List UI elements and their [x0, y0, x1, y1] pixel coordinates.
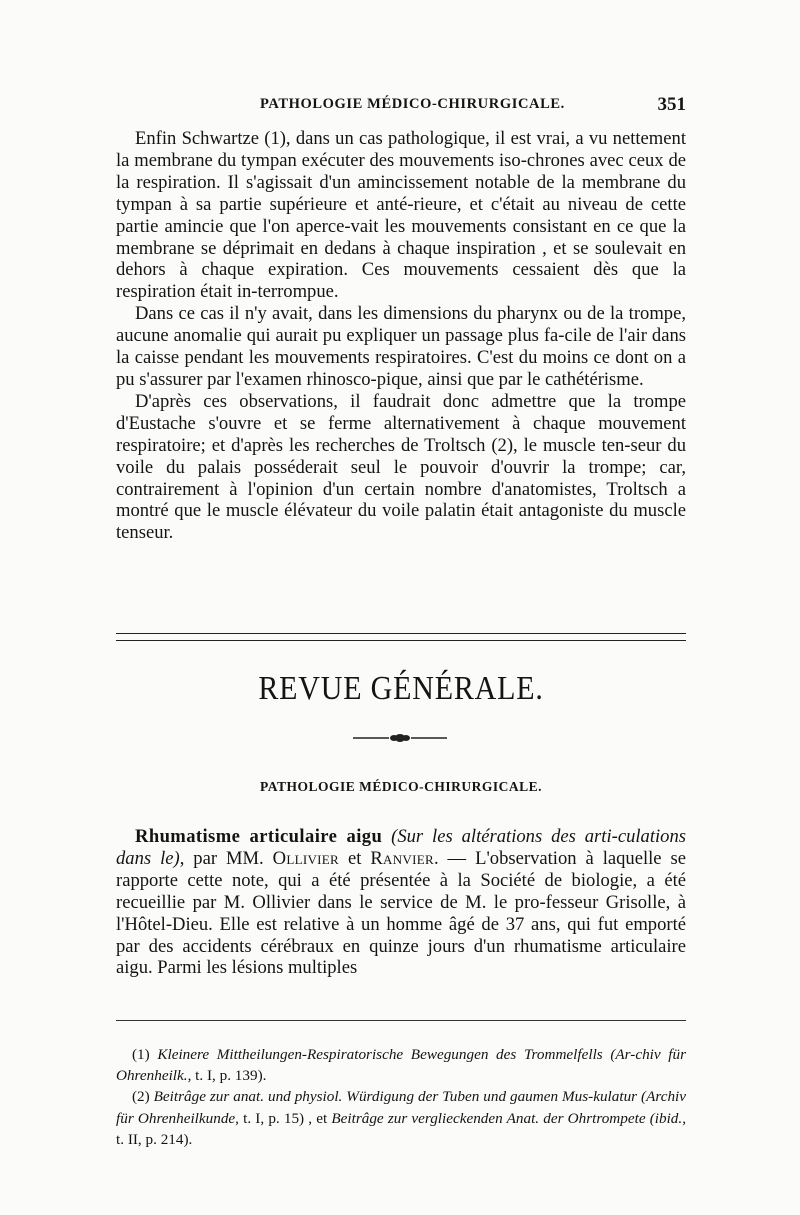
footnote-2-ref-2: , t. II, p. 214). — [116, 1109, 686, 1148]
paragraph-troltsch: D'après ces observations, il faudrait donc admettre que la trompe d'Eustache s'ouvre et se ferme alternativement à chaque mouvement respiratoire; et d'après les recherches de Troltsch (2), le muscle ten-seur du voile du palais posséderait seul le pouvoir d'ouvrir la trompe; car, contrairement à l'opinion d'un certain nombre d'anatomistes, Troltsch a montré que le muscle élévateur du voile palatin était antagoniste du muscle tenseur. — [116, 390, 686, 544]
footnote-1 — [116, 1044, 686, 1086]
running-title: PATHOLOGIE MÉDICO-CHIRURGICALE. — [260, 96, 565, 112]
running-head — [116, 96, 686, 118]
body-text-top — [116, 128, 686, 544]
footnote-2-ref-1: , t. I, p. 15) , et — [235, 1109, 332, 1127]
footnote-2 — [116, 1086, 686, 1150]
footnote-2-mark: (2) — [132, 1088, 154, 1106]
double-rule-divider — [116, 633, 686, 641]
author-ranvier: Ranvier — [370, 847, 434, 869]
article-body: . — L'observation à laquelle se rapporte cette note, qui a été présentée à la Société de biologie, a été recueillie par M. Ollivier dans le service de M. le pro-fesseur Grisolle, à l'Hôtel-Dieu. Elle est relative à un homme âgé de 37 ans, qui fut emporté par des accidents cérébraux en quinze jours d'un rhumatisme articulaire aigu. Parmi les lésions multiples — [116, 847, 686, 979]
article-lead-italic: (Sur les altérations des arti-culations dans le) — [116, 826, 686, 869]
article-text — [116, 826, 686, 979]
section-title: REVUE GÉNÉRALE. — [258, 669, 544, 707]
paragraph-pharynx: Dans ce cas il n'y avait, dans les dimensions du pharynx ou de la trompe, aucune anomalie qui aurait pu expliquer un passage plus fa-cile de l'air dans la caisse pendant les mouvements respiratoires. C'est du moins ce dont on a pu s'assurer par l'examen rhinosco-pique, ainsi que par le cathétérisme. — [116, 303, 686, 390]
footnotes — [116, 1044, 686, 1150]
footnote-1-mark: (1) — [132, 1046, 158, 1063]
paragraph-schwartze: Enfin Schwartze (1), dans un cas pathologique, il est vrai, a vu nettement la membrane du tympan exécuter des mouvements iso-chrones avec ceux de la respiration. Il s'agissait d'un amincissement notable de la membrane du tympan à sa partie supérieure et anté-rieure, et c'était au niveau de cette partie amincie que l'on aperce-vait les mouvements consistant en ce que la membrane se déprimait en dedans à chaque inspiration , et se soulevait en dehors à chaque expiration. Ces mouvements cessaient dès que la respiration était in-terrompue. — [116, 128, 686, 303]
page-number: 351 — [657, 94, 686, 115]
footnote-1-title: Kleinere Mittheilungen-Respiratorische Bewegungen des Trommelfells (Ar-chiv für Ohrenheilk. — [116, 1046, 686, 1085]
footnote-2-title-2: Beitrâge zur verglieckenden Anat. der Ohrtrompete (ibid. — [331, 1109, 683, 1127]
section-subtitle: PATHOLOGIE MÉDICO-CHIRURGICALE. — [259, 779, 543, 794]
authors-prefix: , par MM. — [179, 847, 273, 869]
footnote-rule — [116, 1020, 686, 1021]
article-paragraph — [116, 826, 686, 979]
author-ollivier: Ollivier — [272, 847, 340, 869]
authors-mid: et — [339, 847, 371, 869]
ornament-divider — [353, 733, 447, 743]
article-lead: Rhumatisme articulaire aigu — [135, 826, 383, 847]
footnote-1-ref: , t. I, p. 139). — [187, 1067, 267, 1085]
footnote-2-title-1: Beitrâge zur anat. und physiol. Würdigung der Tuben und gaumen Mus-kulatur (Archiv für Ohrenheilkunde — [116, 1088, 686, 1127]
